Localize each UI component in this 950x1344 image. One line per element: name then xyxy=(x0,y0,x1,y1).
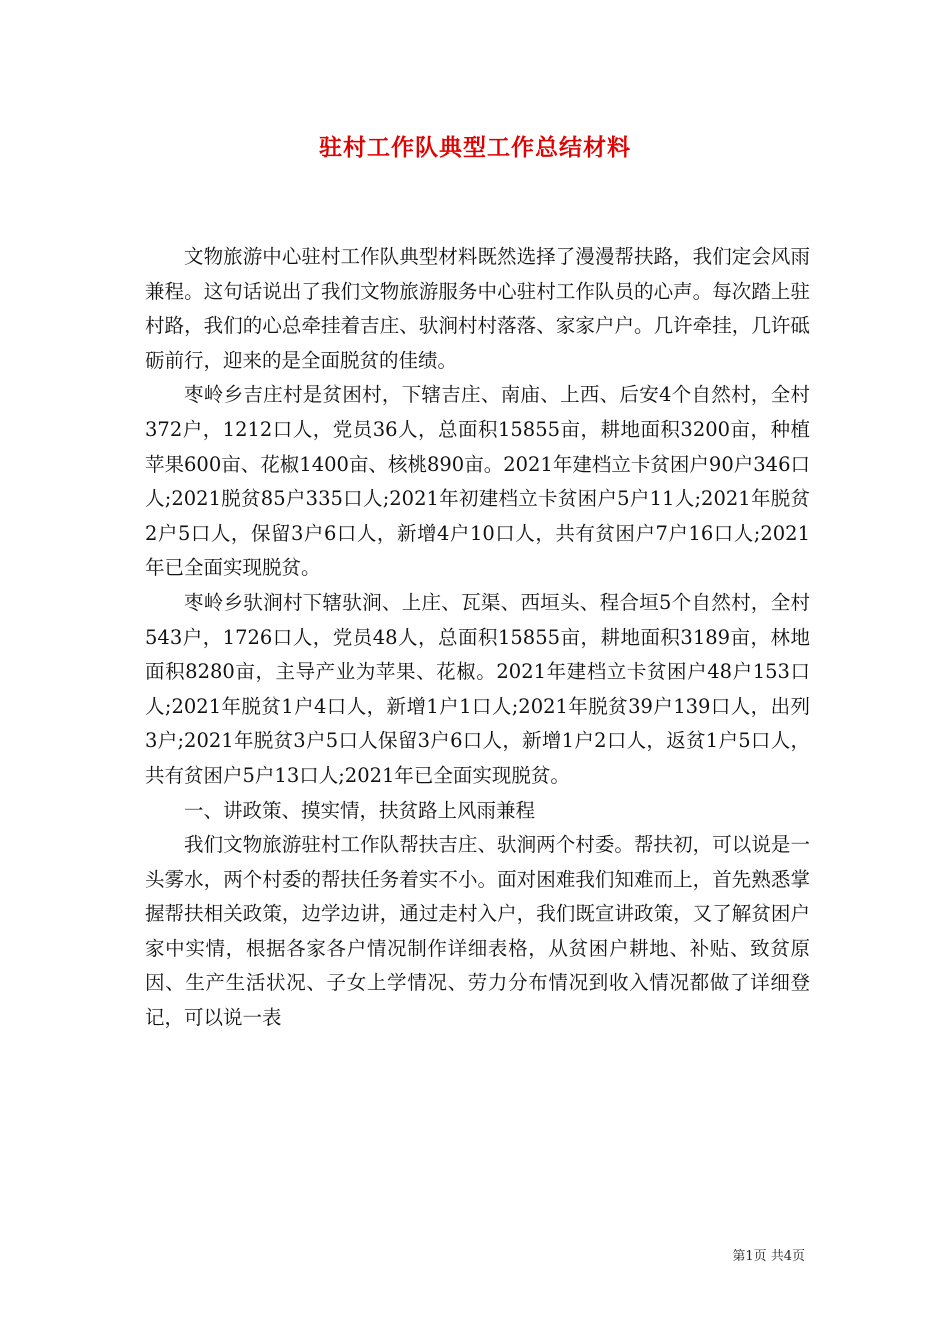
document-title: 驻村工作队典型工作总结材料 xyxy=(319,134,631,161)
paragraph-tuojian-village: 枣岭乡驮涧村下辖驮涧、上庄、瓦渠、西垣头、程合垣5个自然村，全村543户，1726口人，党员48人，总面积15855亩，耕地面积3189亩，林地面积8280亩，主导产业为苹果、花椒。2021年建档立卡贫困户48户153口人;2021年脱贫1户4口人，新增1户1口人;2021年脱贫39户139口人，出列3户;2021年脱贫3户5口人保留3户6口人，新增1户2口人，返贫1户5口人，共有贫困户5户13口人;2021年已全面实现脱贫。 xyxy=(145,590,810,787)
paragraph-jizhuang-village: 枣岭乡吉庄村是贫困村，下辖吉庄、南庙、上西、后安4个自然村，全村372户，1212口人，党员36人，总面积15855亩，耕地面积3200亩，种植苹果600亩、花椒1400亩、核桃890亩。2021年建档立卡贫困户90户346口人;2021脱贫85户335口人;2021年初建档立卡贫困户5户11人;2021年脱贫2户5口人，保留3户6口人，新增4户10口人，共有贫困户7户16口人;2021年已全面实现脱贫。 xyxy=(145,383,810,580)
paragraph-intro: 文物旅游中心驻村工作队典型材料既然选择了漫漫帮扶路，我们定会风雨兼程。这句话说出了我们文物旅游服务中心驻村工作队员的心声。每次踏上驻村路，我们的心总牵挂着吉庄、驮涧村村落落、家家户户。几许牵挂，几许砥砺前行，迎来的是全面脱贫的佳绩。 xyxy=(145,245,810,372)
section-heading: 一、讲政策、摸实情，扶贫路上风雨兼程 xyxy=(184,798,536,822)
page-number: 第1页 共4页 xyxy=(732,1249,805,1264)
document-body xyxy=(145,240,810,1036)
paragraph-section-body: 我们文物旅游驻村工作队帮扶吉庄、驮涧两个村委。帮扶初，可以说是一头雾水，两个村委的帮扶任务着实不小。面对困难我们知难而上，首先熟悉掌握帮扶相关政策，边学边讲，通过走村入户，我们既宣讲政策，又了解贫困户家中实情，根据各家各户情况制作详细表格，从贫困户耕地、补贴、致贫原因、生产生活状况、子女上学情况、劳力分布情况到收入情况都做了详细登记，可以说一表 xyxy=(145,833,810,1030)
